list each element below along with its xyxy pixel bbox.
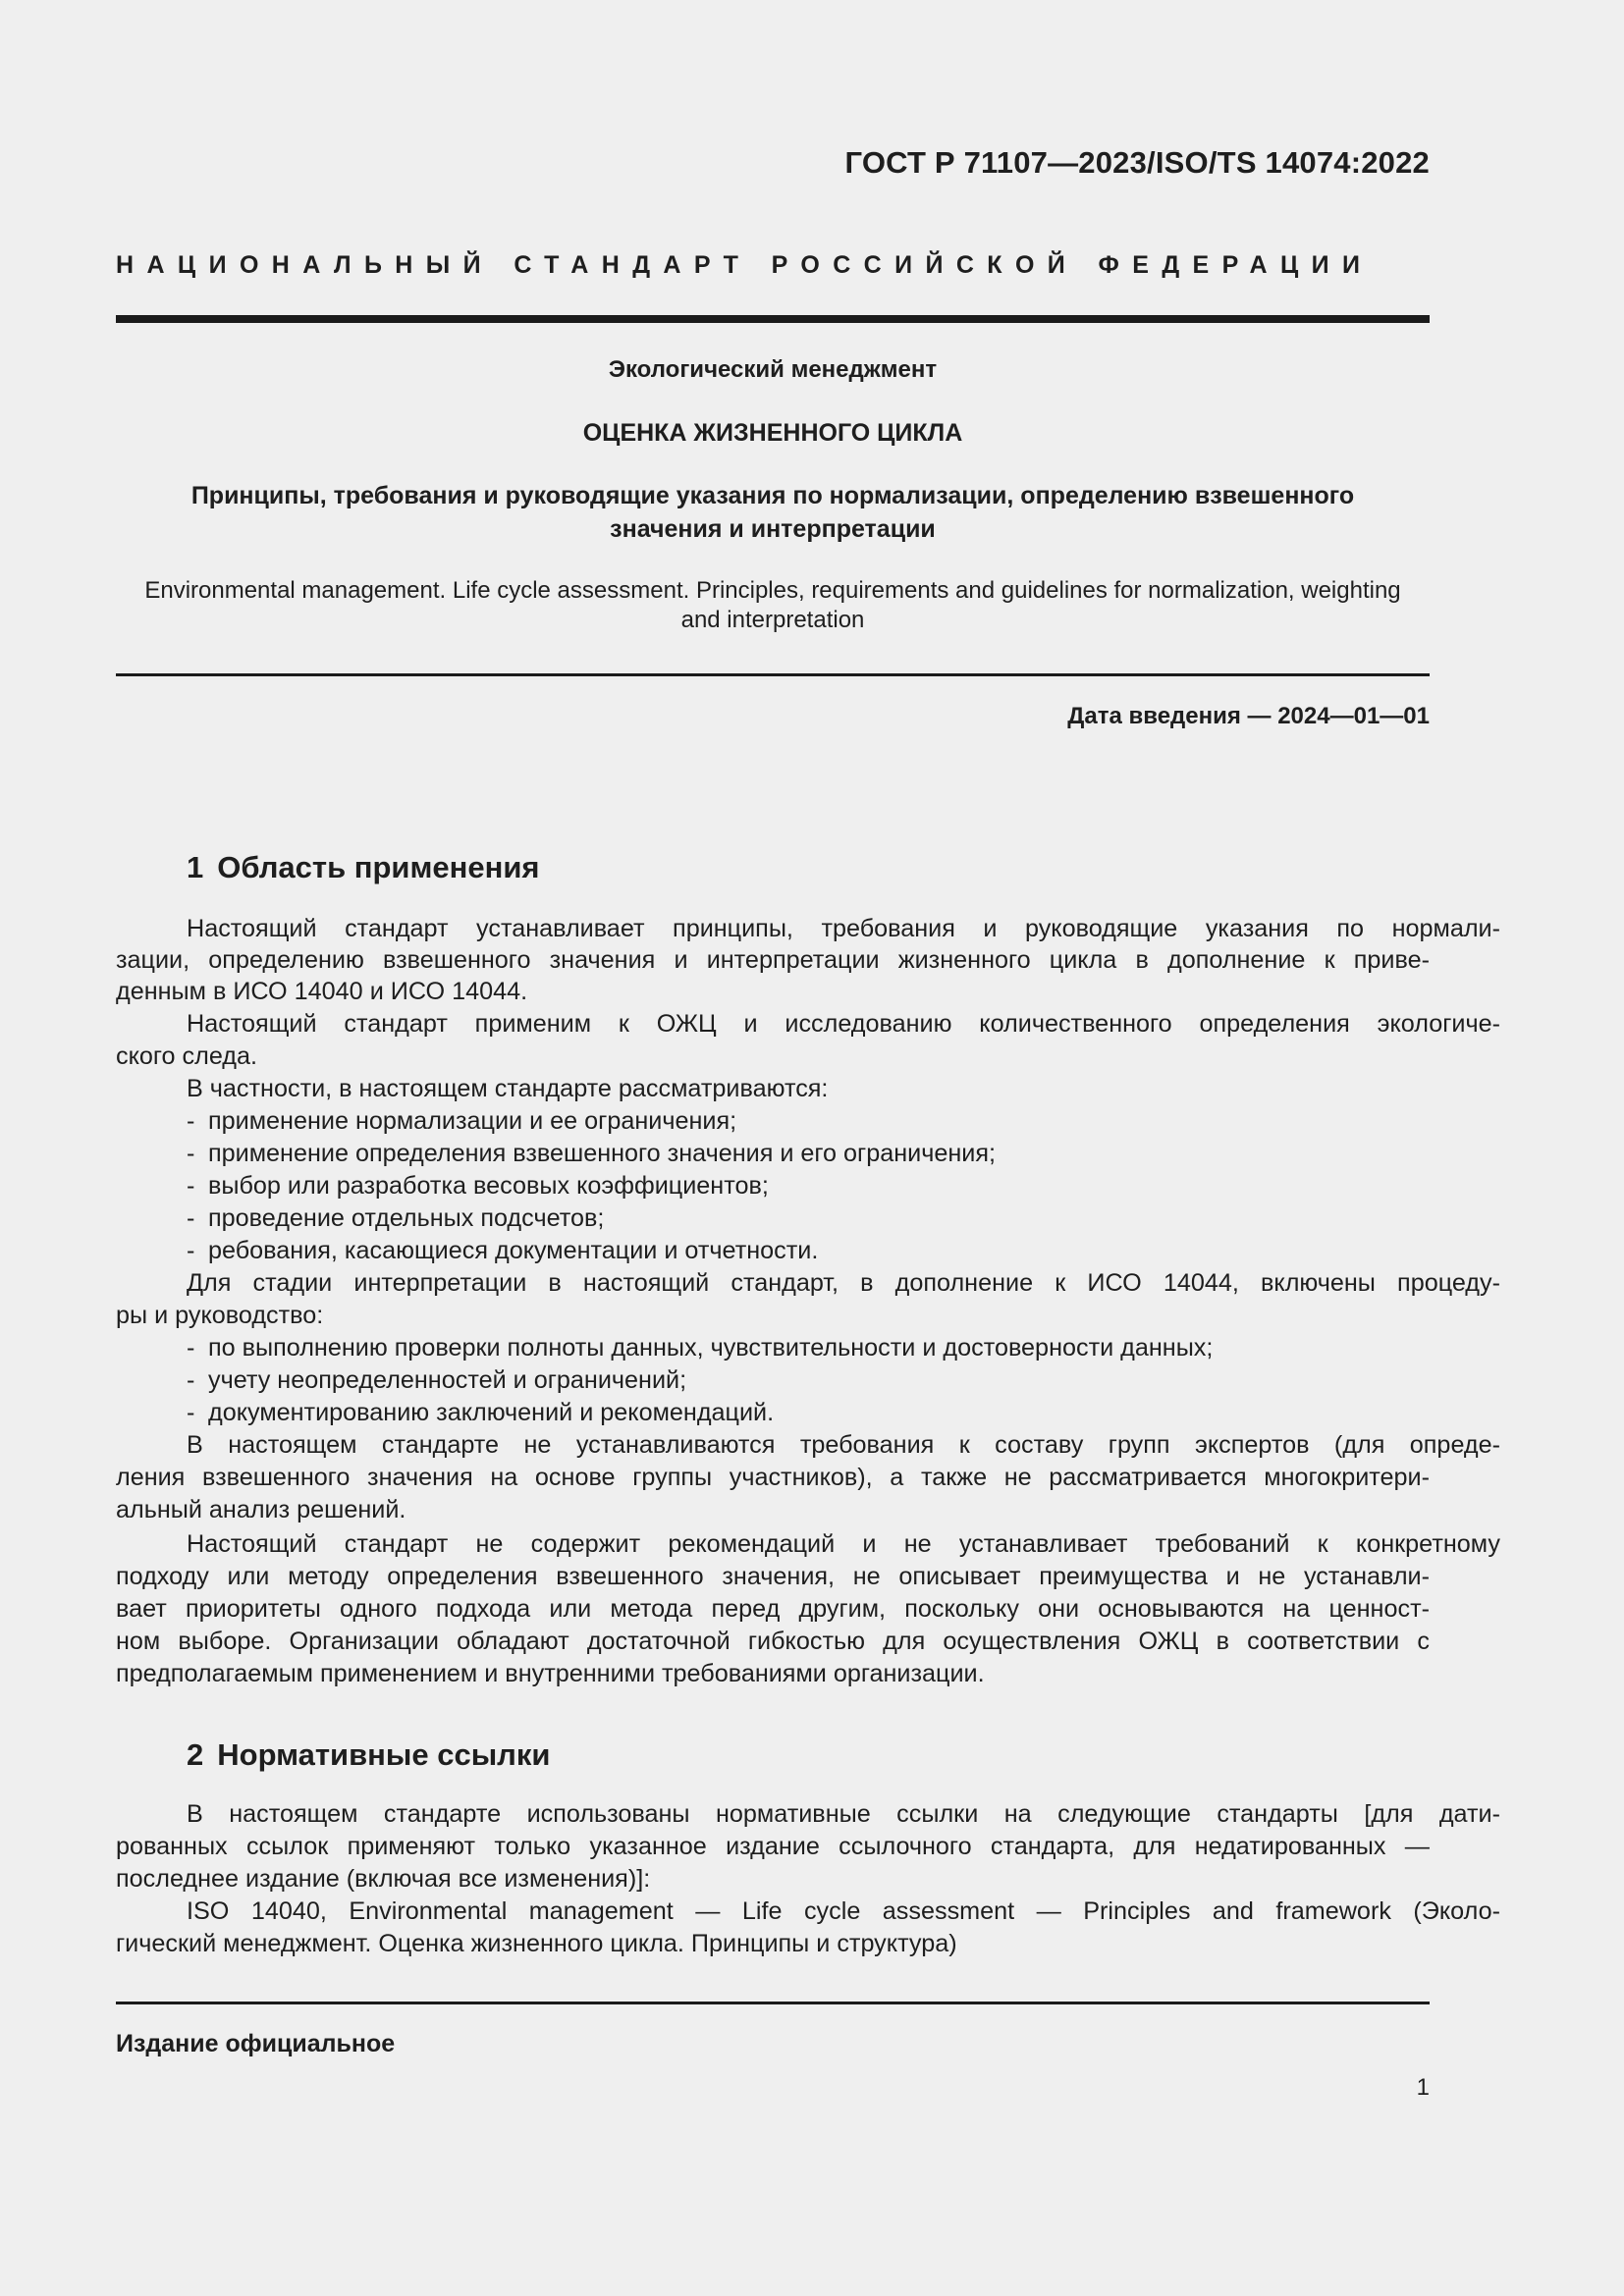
paragraph-line: вает приоритеты одного подхода или метода перед другим, поскольку они основываются на ценност-: [116, 1595, 1430, 1623]
header-rule: [116, 315, 1430, 323]
section-1-title: Область применения: [217, 850, 540, 884]
bullet-dash: -: [187, 1237, 195, 1264]
section-2-title: Нормативные ссылки: [217, 1737, 551, 1772]
bullet-dash: -: [187, 1334, 195, 1362]
official-edition-label: Издание официальное: [116, 2030, 396, 2057]
paragraph-line: альный анализ решений.: [116, 1496, 406, 1523]
paragraph-line: последнее издание (включая все изменения)]:: [116, 1865, 651, 1893]
list-item: [116, 1332, 1500, 1363]
title-line-1: Экологический менеджмент: [608, 356, 938, 383]
bullet-dash: -: [187, 1172, 195, 1200]
paragraph-line: В настоящем стандарте использованы нормативные ссылки на следующие стандарты [для дати-: [187, 1800, 1500, 1828]
list-item-text: по выполнению проверки полноты данных, чувствительности и достоверности данных;: [208, 1334, 1214, 1362]
paragraph-line: рованных ссылок применяют только указанное издание ссылочного стандарта, для недатированных —: [116, 1833, 1430, 1860]
english-title-b: and interpretation: [680, 607, 865, 633]
list-item-text: применение нормализации и ее ограничения;: [208, 1107, 737, 1135]
title-rule: [116, 673, 1430, 676]
paragraph-line: предполагаемым применением и внутренними требованиями организации.: [116, 1660, 985, 1687]
paragraph-line: гический менеджмент. Оценка жизненного цикла. Принципы и структура): [116, 1930, 957, 1957]
list-item-text: проведение отдельных подсчетов;: [208, 1204, 605, 1232]
bullet-dash: -: [187, 1366, 195, 1394]
list-item: [116, 1138, 1500, 1169]
list-item: [116, 1364, 1500, 1396]
section-1-number: 1: [187, 850, 204, 884]
paragraph-line: В частности, в настоящем стандарте рассматриваются:: [187, 1075, 829, 1102]
paragraph-line: Для стадии интерпретации в настоящий стандарт, в дополнение к ИСО 14044, включены процеду-: [187, 1269, 1500, 1297]
paragraph-line: В настоящем стандарте не устанавливаются требования к составу групп экспертов (для опреде-: [187, 1431, 1500, 1459]
list-item: [116, 1202, 1500, 1234]
title-line-2: ОЦЕНКА ЖИЗНЕННОГО ЦИКЛА: [582, 419, 963, 447]
section-2-heading: [187, 1737, 550, 1773]
paragraph-line: денным в ИСО 14040 и ИСО 14044.: [116, 978, 528, 1005]
english-title-a: Environmental management. Life cycle assessment. Principles, requirements and guidelines for normalization, weighting: [144, 577, 1401, 604]
paragraph-line: Настоящий стандарт устанавливает принципы, требования и руководящие указания по нормали-: [187, 915, 1500, 942]
list-item-text: выбор или разработка весовых коэффициентов;: [208, 1172, 769, 1200]
list-item: [116, 1105, 1500, 1137]
bullet-dash: -: [187, 1204, 195, 1232]
paragraph-line: Настоящий стандарт не содержит рекомендаций и не устанавливает требований к конкретному: [187, 1530, 1500, 1558]
list-item: [116, 1235, 1500, 1266]
document-page: [116, 0, 1500, 2296]
list-item-text: документированию заключений и рекомендаций.: [208, 1399, 775, 1426]
list-item-text: применение определения взвешенного значения и его ограничения;: [208, 1140, 996, 1167]
paragraph-line: ления взвешенного значения на основе группы участников), а также не рассматривается многокритери-: [116, 1464, 1430, 1491]
paragraph-line: ном выборе. Организации обладают достаточной гибкостью для осуществления ОЖЦ в соответствии с: [116, 1628, 1430, 1655]
page-number: 1: [1416, 2074, 1430, 2101]
bullet-dash: -: [187, 1399, 195, 1426]
title-line-3a: Принципы, требования и руководящие указания по нормализации, определению взвешенного: [190, 482, 1355, 509]
introduction-date: Дата введения — 2024—01—01: [1067, 703, 1430, 729]
paragraph-line: подходу или методу определения взвешенного значения, не описывает преимущества и не устанавли-: [116, 1563, 1430, 1590]
paragraph-line: ского следа.: [116, 1042, 257, 1070]
bullet-dash: -: [187, 1107, 195, 1135]
list-item: [116, 1170, 1500, 1201]
paragraph-line: ISO 14040, Environmental management — Life cycle assessment — Principles and framework (Эколо-: [187, 1897, 1500, 1925]
section-1-heading: [187, 850, 540, 885]
national-standard-heading: НАЦИОНАЛЬНЫЙ СТАНДАРТ РОССИЙСКОЙ ФЕДЕРАЦИИ: [116, 251, 1374, 279]
paragraph-line: ры и руководство:: [116, 1302, 324, 1329]
footer-rule: [116, 2002, 1430, 2004]
title-line-3b: значения и интерпретации: [610, 515, 936, 543]
bullet-dash: -: [187, 1140, 195, 1167]
list-item: [116, 1397, 1500, 1428]
list-item-text: ребования, касающиеся документации и отчетности.: [208, 1237, 819, 1264]
list-item-text: учету неопределенностей и ограничений;: [208, 1366, 687, 1394]
section-2-number: 2: [187, 1737, 204, 1772]
paragraph-line: зации, определению взвешенного значения и интерпретации жизненного цикла в дополнение к приве-: [116, 946, 1430, 974]
document-code: ГОСТ Р 71107—2023/ISO/TS 14074:2022: [844, 145, 1430, 180]
paragraph-line: Настоящий стандарт применим к ОЖЦ и исследованию количественного определения экологиче-: [187, 1010, 1500, 1038]
